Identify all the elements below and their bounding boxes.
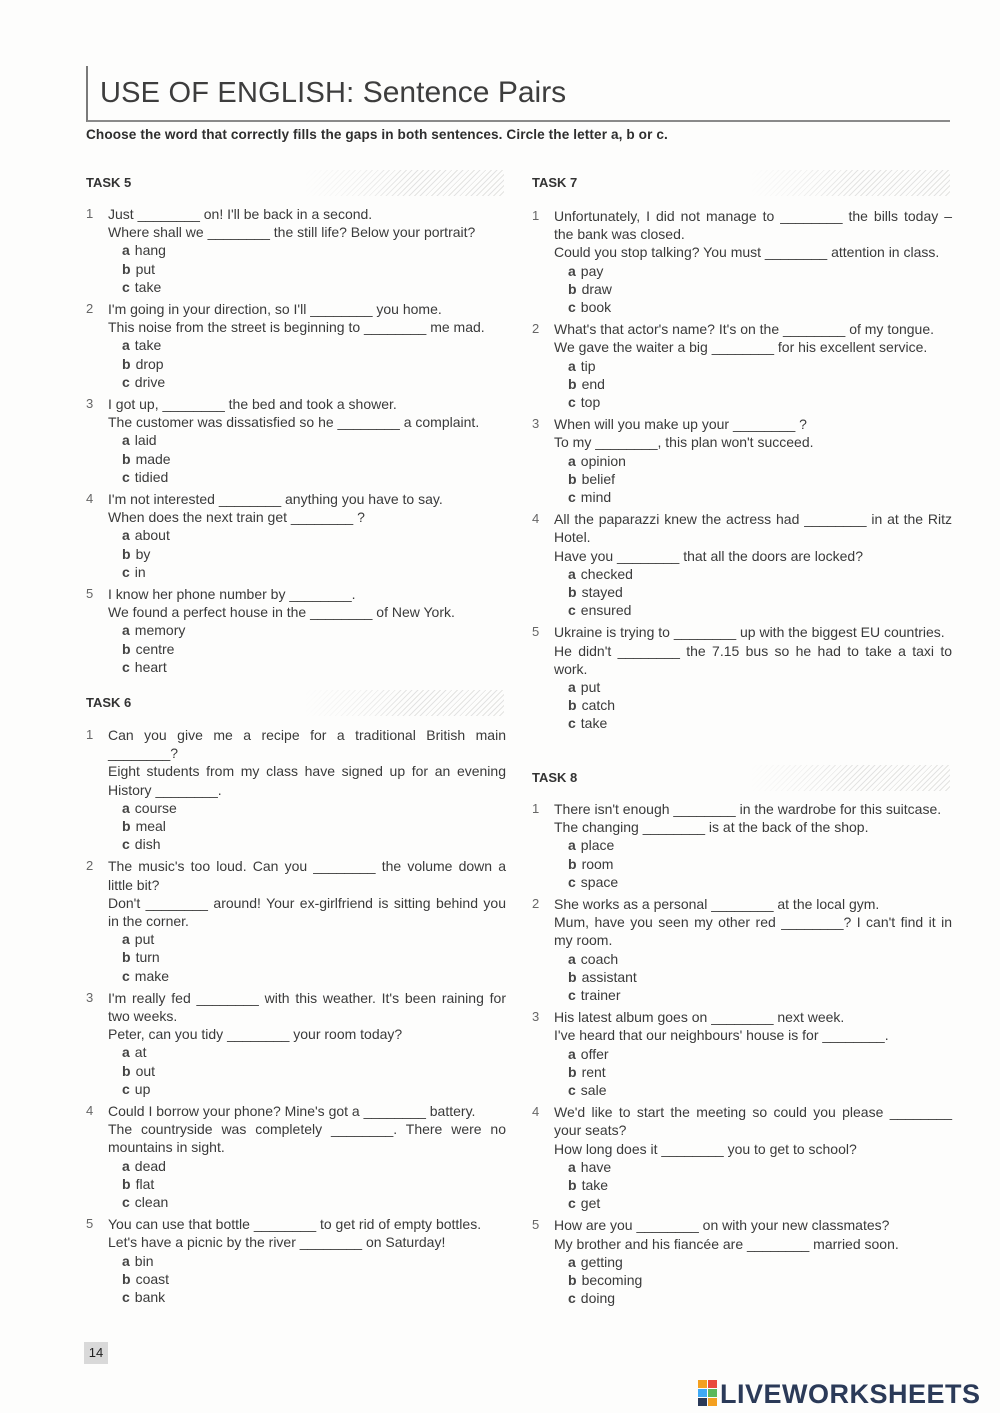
option-a[interactable] [568, 565, 952, 583]
option-word: offer [580, 1045, 609, 1062]
option-b[interactable] [568, 280, 952, 298]
option-letter[interactable]: b [122, 1270, 131, 1287]
question-number: 2 [532, 896, 540, 912]
option-letter[interactable]: c [122, 1080, 130, 1097]
option-word: checked [580, 565, 633, 582]
question-2 [86, 300, 506, 391]
option-word: take [580, 715, 608, 732]
option-c[interactable] [568, 1081, 952, 1099]
answer-options [568, 262, 952, 317]
option-letter[interactable]: c [568, 1290, 576, 1307]
option-letter[interactable]: a [568, 357, 576, 374]
option-a[interactable] [568, 950, 952, 968]
option-word: top [580, 394, 601, 411]
question-3 [86, 395, 506, 486]
option-b[interactable] [568, 375, 952, 393]
option-letter[interactable]: c [568, 489, 576, 506]
option-a[interactable] [122, 930, 506, 948]
question-number: 1 [86, 727, 94, 742]
option-letter[interactable]: b [568, 1063, 577, 1080]
question-3 [532, 415, 952, 506]
task5-body [86, 205, 506, 676]
option-word: opinion [580, 452, 626, 469]
option-letter[interactable]: b [122, 1062, 131, 1079]
option-word: centre [135, 640, 175, 657]
task8-body [532, 800, 952, 1307]
question-number: 4 [532, 1104, 540, 1120]
question-number: 3 [532, 416, 540, 432]
sentence-1: His latest album goes on ________ next week. [554, 1009, 845, 1026]
option-word: tip [580, 357, 596, 374]
sentence-1: Ukraine is trying to ________ up with the biggest EU countries. [554, 624, 945, 641]
option-a[interactable] [122, 1043, 506, 1061]
option-a[interactable] [122, 1157, 506, 1175]
answer-options [122, 1157, 506, 1212]
option-word: make [134, 967, 170, 984]
option-a[interactable] [122, 431, 506, 449]
option-letter[interactable]: c [568, 715, 576, 732]
option-word: tidied [134, 468, 169, 485]
option-letter[interactable]: b [122, 545, 131, 562]
option-a[interactable] [568, 678, 952, 696]
option-letter[interactable]: c [122, 1194, 130, 1211]
question-4 [86, 490, 506, 581]
question-number: 2 [86, 301, 94, 317]
sentence-2: We gave the waiter a big ________ for his excellent service. [554, 339, 928, 356]
question-number: 5 [86, 1216, 94, 1232]
question-1 [86, 205, 506, 296]
option-letter[interactable]: c [568, 394, 576, 411]
option-letter[interactable]: c [122, 563, 130, 580]
option-letter[interactable]: a [568, 679, 576, 696]
option-b[interactable] [122, 948, 506, 966]
option-a[interactable] [122, 799, 506, 817]
option-word: assistant [581, 968, 637, 985]
option-word: space [580, 873, 619, 890]
option-c[interactable] [568, 1194, 952, 1212]
sentence-1: What's that actor's name? It's on the ________ of my tongue. [554, 321, 935, 338]
option-letter[interactable]: c [568, 987, 576, 1004]
option-c[interactable] [122, 1080, 506, 1098]
option-letter[interactable]: c [122, 278, 130, 295]
answer-options [122, 1252, 506, 1307]
sentence-2: The countryside was completely ________. There were no mountains in sight. [108, 1121, 506, 1156]
option-b[interactable] [122, 1175, 506, 1193]
question-4 [86, 1102, 506, 1211]
answer-options [568, 836, 952, 891]
question-number: 3 [532, 1009, 540, 1025]
sentence-2: Peter, can you tidy ________ your room today? [108, 1026, 403, 1043]
option-letter[interactable]: b [122, 355, 131, 372]
option-a[interactable] [122, 336, 506, 354]
sentence-1: Unfortunately, I did not manage to ________ the bills today – the bank was closed. [554, 208, 952, 243]
question-5 [532, 623, 952, 732]
option-c[interactable] [122, 373, 506, 391]
option-letter[interactable]: b [122, 640, 131, 657]
option-word: take [134, 337, 162, 354]
question-5 [532, 1216, 952, 1307]
option-c[interactable] [568, 601, 952, 619]
option-letter[interactable]: b [568, 584, 577, 601]
answer-options [122, 241, 506, 296]
option-c[interactable] [122, 967, 506, 985]
hatch-decoration [304, 170, 504, 196]
option-word: bin [134, 1252, 154, 1269]
question-1 [86, 726, 506, 853]
option-word: belief [581, 470, 616, 487]
option-word: up [134, 1080, 151, 1097]
option-b[interactable] [568, 583, 952, 601]
sentence-2: We found a perfect house in the ________ of New York. [108, 604, 455, 621]
option-b[interactable] [122, 817, 506, 835]
option-letter[interactable]: a [568, 452, 576, 469]
option-word: room [581, 855, 614, 872]
question-3 [86, 989, 506, 1098]
option-b[interactable] [122, 355, 506, 373]
sentence-1: When will you make up your ________ ? [554, 416, 807, 433]
option-a[interactable] [568, 1158, 952, 1176]
option-word: get [580, 1195, 601, 1212]
option-c[interactable] [568, 986, 952, 1004]
option-c[interactable] [568, 393, 952, 411]
option-word: sale [580, 1082, 607, 1099]
option-word: end [581, 375, 605, 392]
answer-options [122, 930, 506, 985]
option-word: by [135, 545, 151, 562]
option-word: put [580, 679, 601, 696]
option-letter[interactable]: b [122, 260, 131, 277]
answer-options [568, 357, 952, 412]
answer-options [568, 1158, 952, 1213]
option-word: bank [134, 1289, 166, 1306]
sentence-1: Can you give me a recipe for a traditional British main ________? [108, 727, 506, 762]
option-a[interactable] [568, 1045, 952, 1063]
option-b[interactable] [122, 640, 506, 658]
sentence-2: Where shall we ________ the still life? Below your portrait? [108, 224, 476, 241]
option-c[interactable] [122, 1193, 506, 1211]
task7-body [532, 207, 952, 733]
option-word: book [580, 299, 612, 316]
question-2 [86, 857, 506, 984]
option-letter[interactable]: a [122, 527, 130, 544]
question-number: 5 [532, 1217, 540, 1233]
sentence-1: I know her phone number by ________. [108, 586, 356, 603]
option-letter[interactable]: b [122, 818, 131, 835]
option-letter[interactable]: a [568, 837, 576, 854]
option-letter[interactable]: c [122, 836, 130, 853]
option-letter[interactable]: c [122, 1289, 130, 1306]
sentence-1: There isn't enough ________ in the wardrobe for this suitcase. [554, 801, 942, 817]
sentence-2: I've heard that our neighbours' house is for ________. [554, 1027, 889, 1044]
option-b[interactable] [568, 470, 952, 488]
question-number: 5 [86, 586, 94, 602]
answer-options [568, 565, 952, 620]
option-letter[interactable]: a [122, 622, 130, 639]
question-number: 1 [532, 208, 540, 223]
option-c[interactable] [122, 278, 506, 296]
question-5 [86, 585, 506, 676]
option-word: take [581, 1177, 609, 1194]
sentence-1: You can use that bottle ________ to get rid of empty bottles. [108, 1216, 482, 1233]
option-word: drop [135, 355, 164, 372]
sentence-2: To my ________, this plan won't succeed. [554, 434, 814, 451]
answer-options [122, 431, 506, 486]
worksheet-page: USE OF ENGLISH: Sentence Pairs Choose the word that correctly fills the gaps in both sentences. Circle the letter a, b or c. TASK 5 1 Just ________ on! I'll be back in a second. Where shall we ________ the still life? Below your portrait? a hang b put c take 2 I'm going in your direction, so I'll ________ you home. This noise from the street is beginning to ________ me mad. a take b drop c drive 3 I got up, ________ the bed and took a shower. The customer was dissatisfied so he ________ a complaint. a laid b made c tidied 4 I'm not interested ________ anything you have to say. When does the next train get ________ ? a about b by c in 5 I know her phone number by ________. We found a perfect house in the ________ of New York. a memory b centre c heart TASK 6 1 Can you give me a recipe for a traditional British main ________? Eight students from my class have signed up for an evening History ________. a course b meal c dish 2 The music's too loud. Can you ________ the volume down a little bit? Don't ________ around! Your ex-girlfriend is sitting behind you in the corner. a put b turn c make 3 I'm really fed ________ with this weather. It's been raining for two weeks. Peter, can you tidy ________ your room today? a at b out c up 4 Could I borrow your phone? Mine's got a ________ battery. The countryside was completely ________. There were no mountains in sight. a dead b flat c clean 5 You can use that bottle ________ to get rid of empty bottles. Let's have a picnic by the river ________ on Saturday! a bin b coast c bank TASK 7 1 Unfortunately, I did not manage to ________ the bills today – the bank was closed. Could you stop talking? You must ________ attention in class. a pay b draw c book 2 What's that actor's name? It's on the ________ of my tongue. We gave the waiter a big ________ for his excellent service. a tip b end c top 3 When will you make up your ________ ? To my ________, this plan won't succeed. a opinion b belief c mind 4 All the paparazzi knew the actress had ________ in at the Ritz Hotel. Have you ________ that all the doors are locked? a checked b stayed c ensured 5 Ukraine is trying to ________ up with the biggest EU countries. He didn't ________ the 7.15 bus so he had to take a taxi to work. a put b catch c take TASK 8 1 There isn't enough ________ in the wardrobe for this suitcase. The changing ________ is at the back of the shop. a place b room c space 2 She works as a personal ________ at the local gym. Mum, have you seen my other red ________? I can't find it in my room. a coach b assistant c trainer 3 His latest album goes on ________ next week. I've heard that our neighbours' house is for ________. a offer b rent c sale 4 We'd like to start the meeting so could you please ________ your seats? How long does it ________ you to get to school? a have b take c get 5 How are you ________ on with your new classmates? My brother and his fiancée are ________ married soon. a getting b becoming c doing 14 LIVEWORKSHEETS [0, 0, 1000, 1413]
sentence-2: Don't ________ around! Your ex-girlfriend is sitting behind you in the corner. [108, 894, 506, 930]
option-word: rent [581, 1063, 606, 1080]
sentence-2: When does the next train get ________ ? [108, 509, 365, 526]
option-b[interactable] [568, 1063, 952, 1081]
sentence-1: I got up, ________ the bed and took a shower. [108, 396, 397, 413]
option-letter[interactable]: c [568, 1082, 576, 1099]
question-number: 5 [532, 624, 540, 640]
task7-heading: TASK 7 [532, 170, 950, 196]
task8-heading: TASK 8 [532, 765, 950, 791]
option-word: turn [135, 949, 160, 966]
option-a[interactable] [568, 452, 952, 470]
sentence-2: This noise from the street is beginning to ________ me mad. [108, 319, 485, 336]
option-letter[interactable]: c [568, 873, 576, 890]
option-word: at [134, 1044, 147, 1061]
instructions: Choose the word that correctly fills the gaps in both sentences. Circle the letter a, b or c. [86, 127, 668, 142]
option-b[interactable] [568, 1176, 952, 1194]
option-word: clean [134, 1194, 169, 1211]
option-c[interactable] [122, 468, 506, 486]
question-number: 4 [86, 491, 94, 507]
question-number: 1 [86, 206, 94, 221]
option-letter[interactable]: b [568, 855, 577, 872]
option-letter[interactable]: b [122, 949, 131, 966]
option-word: ensured [580, 602, 632, 619]
option-b[interactable] [122, 545, 506, 563]
option-word: memory [134, 622, 186, 639]
sentence-2: Could you stop talking? You must ________ attention in class. [554, 244, 940, 261]
option-word: put [135, 260, 156, 277]
hatch-decoration [750, 765, 950, 791]
answer-options [568, 1045, 952, 1100]
hatch-decoration [750, 170, 950, 196]
option-letter[interactable]: b [568, 280, 577, 297]
question-number: 3 [86, 396, 94, 412]
sentence-1: How are you ________ on with your new classmates? [554, 1217, 890, 1234]
title-bar [86, 66, 950, 122]
option-letter[interactable]: c [568, 1195, 576, 1212]
page-title: USE OF ENGLISH: Sentence Pairs [100, 76, 567, 109]
option-b[interactable] [122, 450, 506, 468]
sentence-1: Just ________ on! I'll be back in a second. [108, 206, 373, 222]
option-word: flat [135, 1175, 155, 1192]
option-word: catch [581, 697, 616, 714]
option-word: hang [134, 242, 166, 259]
question-number: 2 [532, 321, 540, 337]
option-b[interactable] [122, 1062, 506, 1080]
page-number: 14 [84, 1342, 108, 1364]
hatch-decoration [304, 690, 504, 716]
option-word: trainer [580, 987, 621, 1004]
sentence-2: Have you ________ that all the doors are locked? [554, 547, 863, 564]
option-word: made [135, 450, 171, 467]
option-word: about [134, 527, 170, 544]
option-letter[interactable]: a [568, 565, 576, 582]
option-letter[interactable]: c [568, 602, 576, 619]
question-number: 2 [86, 858, 94, 874]
option-c[interactable] [568, 298, 952, 316]
option-letter[interactable]: a [568, 1253, 576, 1270]
option-a[interactable] [122, 241, 506, 259]
option-word: put [134, 931, 155, 948]
option-b[interactable] [122, 260, 506, 278]
sentence-2: The customer was dissatisfied so he ________ a complaint. [108, 414, 480, 431]
option-word: pay [580, 262, 604, 279]
sentence-1: All the paparazzi knew the actress had ________ in at the Ritz Hotel. [554, 511, 952, 546]
logo-icon [698, 1380, 718, 1406]
option-letter[interactable]: b [122, 450, 131, 467]
option-b[interactable] [568, 855, 952, 873]
task5-heading: TASK 5 [86, 170, 504, 196]
sentence-1: Could I borrow your phone? Mine's got a ________ battery. [108, 1103, 476, 1120]
answer-options [122, 621, 506, 676]
sentence-2: My brother and his fiancée are ________ married soon. [554, 1235, 899, 1252]
option-word: becoming [581, 1272, 643, 1289]
option-word: meal [135, 818, 166, 835]
option-letter[interactable]: b [568, 375, 577, 392]
sentence-2: Eight students from my class have signed up for an evening History ________. [108, 763, 506, 798]
option-a[interactable] [568, 262, 952, 280]
sentence-2: He didn't ________ the 7.15 bus so he had to take a taxi to work. [554, 642, 952, 677]
sentence-1: She works as a personal ________ at the local gym. [554, 896, 880, 913]
option-a[interactable] [568, 357, 952, 375]
option-letter[interactable]: a [122, 799, 130, 816]
option-word: dead [134, 1157, 166, 1174]
option-letter[interactable]: a [122, 1044, 130, 1061]
sentence-1: I'm not interested ________ anything you have to say. [108, 491, 443, 508]
option-letter[interactable]: b [568, 470, 577, 487]
option-c[interactable] [568, 714, 952, 732]
option-c[interactable] [122, 835, 506, 853]
answer-options [568, 452, 952, 507]
option-c[interactable] [122, 563, 506, 581]
option-word: coach [580, 950, 619, 967]
option-b[interactable] [568, 1271, 952, 1289]
option-word: mind [580, 489, 612, 506]
option-word: coast [135, 1270, 170, 1287]
option-letter[interactable]: a [122, 1157, 130, 1174]
sentence-2: How long does it ________ you to get to school? [554, 1140, 857, 1157]
option-letter[interactable]: b [568, 697, 577, 714]
option-b[interactable] [122, 1270, 506, 1288]
option-a[interactable] [122, 621, 506, 639]
answer-options [568, 950, 952, 1005]
option-c[interactable] [568, 1289, 952, 1307]
question-1 [532, 207, 952, 316]
option-word: take [134, 278, 162, 295]
option-word: dish [134, 836, 161, 853]
option-letter[interactable]: a [568, 1045, 576, 1062]
option-word: heart [134, 658, 167, 675]
sentence-2: Mum, have you seen my other red ________? I can't find it in my room. [554, 914, 952, 949]
answer-options [122, 799, 506, 854]
option-letter[interactable]: a [568, 262, 576, 279]
sentence-1: I'm going in your direction, so I'll ________ you home. [108, 301, 442, 318]
option-letter[interactable]: a [122, 242, 130, 259]
option-c[interactable] [122, 1288, 506, 1306]
option-letter[interactable]: c [568, 299, 576, 316]
option-b[interactable] [568, 968, 952, 986]
option-word: doing [580, 1290, 616, 1307]
option-c[interactable] [568, 873, 952, 891]
option-word: getting [580, 1253, 623, 1270]
option-word: draw [581, 280, 612, 297]
sentence-1: We'd like to start the meeting so could you please ________ your seats? [554, 1104, 952, 1139]
question-4 [532, 510, 952, 619]
option-word: in [134, 563, 146, 580]
option-b[interactable] [568, 696, 952, 714]
sentence-1: I'm really fed ________ with this weather. It's been raining for two weeks. [108, 989, 506, 1025]
question-3 [532, 1008, 952, 1099]
question-number: 4 [532, 511, 540, 527]
answer-options [568, 1253, 952, 1308]
question-4 [532, 1103, 952, 1212]
answer-options [122, 526, 506, 581]
option-a[interactable] [568, 1253, 952, 1271]
option-word: out [135, 1062, 156, 1079]
option-letter[interactable]: b [568, 968, 577, 985]
task6-body [86, 726, 506, 1306]
task6-heading: TASK 6 [86, 690, 504, 716]
option-c[interactable] [568, 488, 952, 506]
option-letter[interactable]: b [122, 1175, 131, 1192]
answer-options [122, 336, 506, 391]
question-number: 3 [86, 989, 94, 1005]
option-letter[interactable]: c [122, 468, 130, 485]
answer-options [122, 1043, 506, 1098]
option-letter[interactable]: a [568, 1158, 576, 1175]
option-letter[interactable]: c [122, 373, 130, 390]
option-letter[interactable]: c [122, 658, 130, 675]
question-number: 1 [532, 801, 540, 816]
option-a[interactable] [122, 526, 506, 544]
option-letter[interactable]: a [122, 931, 130, 948]
option-word: have [580, 1158, 612, 1175]
option-letter[interactable]: a [568, 950, 576, 967]
option-word: place [580, 837, 615, 854]
option-c[interactable] [122, 658, 506, 676]
option-word: stayed [581, 584, 623, 601]
option-letter[interactable]: a [122, 337, 130, 354]
option-letter[interactable]: b [568, 1177, 577, 1194]
option-letter[interactable]: b [568, 1272, 577, 1289]
question-number: 4 [86, 1103, 94, 1119]
option-word: course [134, 799, 177, 816]
question-2 [532, 320, 952, 411]
sentence-2: Let's have a picnic by the river ________ on Saturday! [108, 1234, 446, 1251]
option-letter[interactable]: a [122, 432, 130, 449]
option-letter[interactable]: a [122, 1252, 130, 1269]
sentence-2: The changing ________ is at the back of the shop. [554, 819, 869, 836]
option-word: drive [134, 373, 166, 390]
option-letter[interactable]: c [122, 967, 130, 984]
option-word: laid [134, 432, 157, 449]
answer-options [568, 678, 952, 733]
option-a[interactable] [122, 1252, 506, 1270]
question-5 [86, 1215, 506, 1306]
sentence-1: The music's too loud. Can you ________ the volume down a little bit? [108, 858, 506, 893]
question-2 [532, 895, 952, 1004]
question-1 [532, 800, 952, 891]
option-a[interactable] [568, 836, 952, 854]
